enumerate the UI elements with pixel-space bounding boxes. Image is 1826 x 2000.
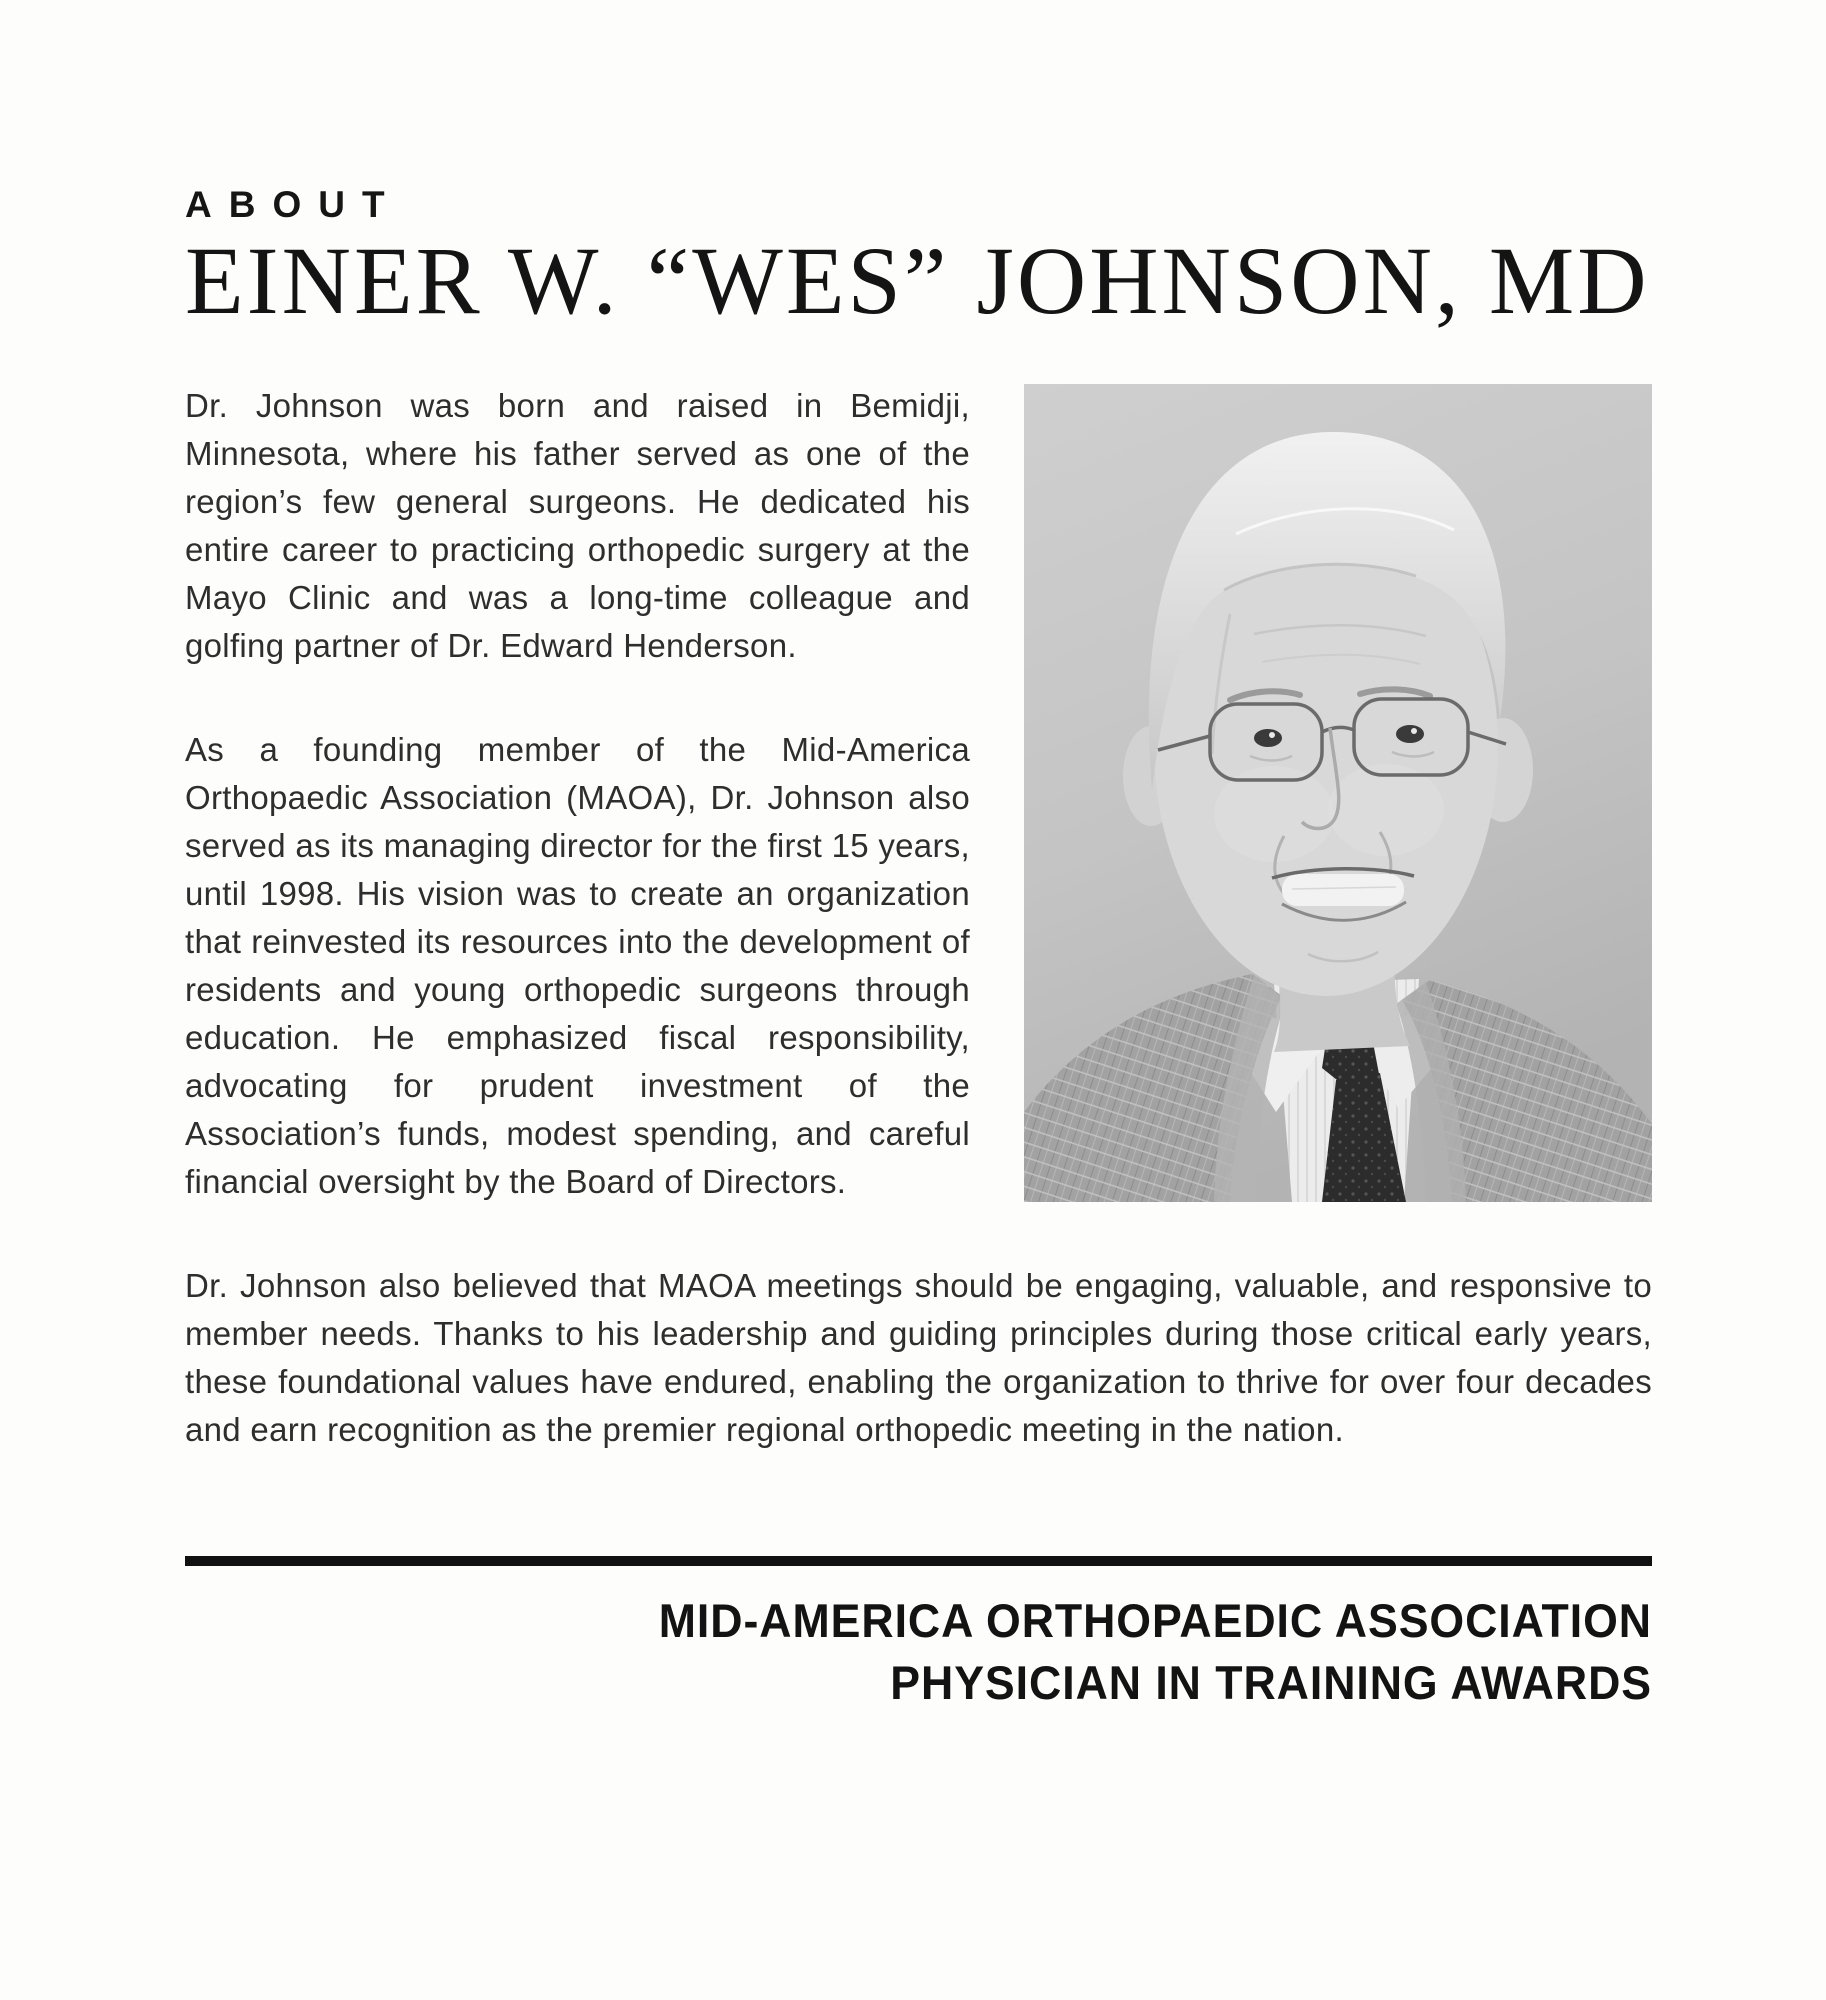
page-title: EINER W. “WES” JOHNSON, MD: [185, 227, 1650, 334]
paragraph-2: As a founding member of the Mid-America Orthopaedic Association (MAOA), Dr. Johnson also served as its managing director for the first 15 years, until 1998. His vision was to create an organization that reinvested its resources into the development of residents and young orthopedic surgeons through education. He emphasized fiscal responsibility, advocating for prudent investment of the Association’s funds, modest spending, and careful financial oversight by the Board of Directors.: [185, 731, 971, 1200]
paragraph-1: Dr. Johnson was born and raised in Bemidji, Minnesota, where his father served as one of the region’s few general surgeons. He dedicated his entire career to practicing orthopedic surgery at the Mayo Clinic and was a long-time colleague and golfing partner of Dr. Edward Henderson.: [185, 387, 970, 664]
eyebrow-label: ABOUT: [185, 184, 402, 225]
footer-line-awards: PHYSICIAN IN TRAINING AWARDS: [890, 1656, 1652, 1709]
paragraph-3: Dr. Johnson also believed that MAOA meetings should be engaging, valuable, and responsive to member needs. Thanks to his leadership and guiding principles during those critical early years, these foundational values have endured, enabling the organization to thrive for over four decades and earn recognition as the premier regional orthopedic meeting in the nation.: [185, 1267, 1652, 1448]
footer: [185, 1556, 1652, 1714]
footer-text: [258, 1590, 1652, 1714]
portrait-photo: [1024, 384, 1652, 1202]
footer-divider: [185, 1556, 1652, 1566]
footer-line-association: MID-AMERICA ORTHOPAEDIC ASSOCIATION: [658, 1594, 1652, 1647]
biography-article: [185, 382, 1652, 1454]
portrait-illustration: [1024, 384, 1652, 1202]
